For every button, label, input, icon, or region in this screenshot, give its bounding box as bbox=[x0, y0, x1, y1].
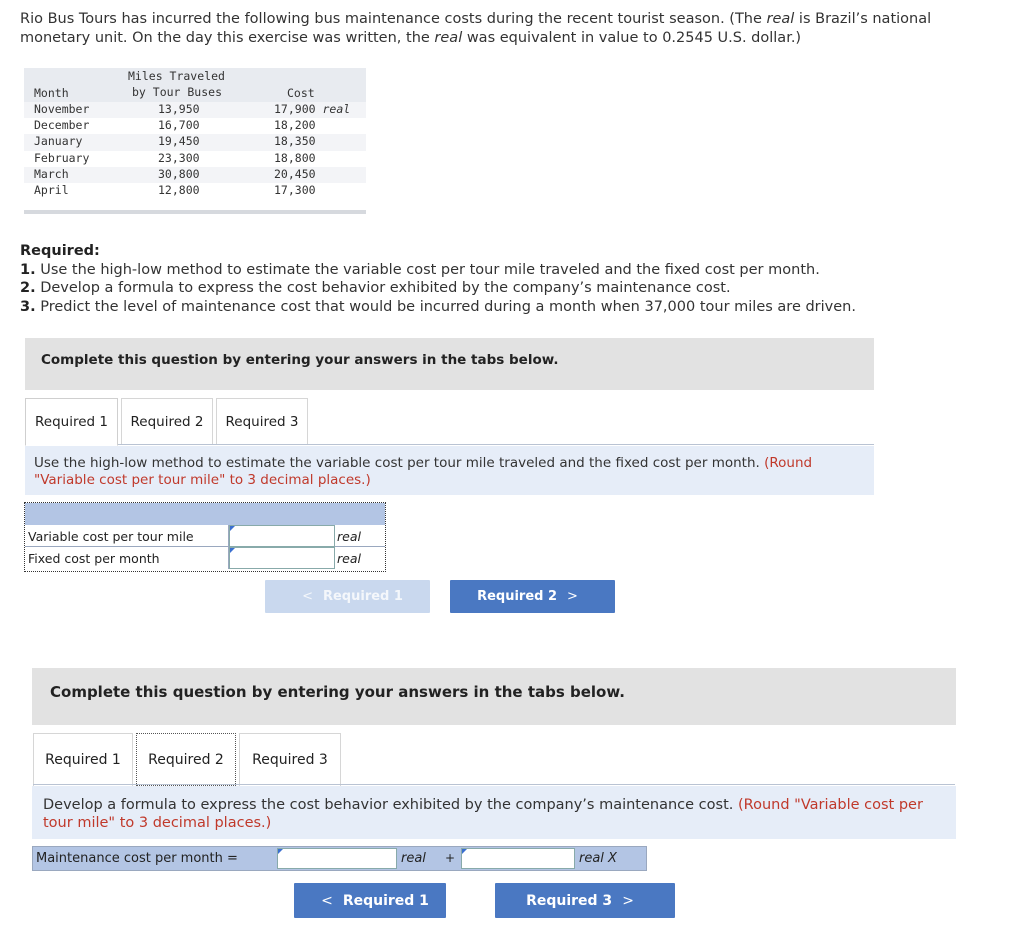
tab-label: Required 1 bbox=[45, 752, 121, 768]
row-month: February bbox=[34, 150, 90, 165]
banner-text: Complete this question by entering your answers in the tabs below. bbox=[50, 683, 625, 701]
prev-required-1-button[interactable] bbox=[265, 580, 430, 613]
row-miles: 23,300 bbox=[158, 150, 200, 165]
tab-bar-2 bbox=[33, 733, 344, 786]
required-heading: Required: bbox=[20, 243, 100, 259]
answer-row bbox=[25, 547, 385, 569]
row-miles: 13,950 bbox=[158, 102, 200, 116]
row-cost: 18,200 bbox=[274, 118, 316, 133]
column-divider bbox=[228, 525, 229, 569]
required-item-text: Develop a formula to express the cost behavior exhibited by the company’s maintenance cost. bbox=[35, 280, 731, 296]
required-section bbox=[20, 242, 856, 316]
row-cost-value: 17,900 bbox=[274, 102, 316, 116]
required-item-3 bbox=[20, 298, 856, 317]
formula-label: Maintenance cost per month = bbox=[36, 851, 238, 866]
intro-real: real bbox=[434, 30, 463, 46]
prev-required-1-button[interactable] bbox=[294, 883, 446, 918]
cost-table bbox=[24, 68, 366, 199]
question-banner-1 bbox=[25, 338, 874, 390]
row-month: March bbox=[34, 166, 69, 181]
intro-text: is Brazil’s national monetary unit. On the day this exercise was written, the bbox=[20, 11, 932, 46]
instruction-box-2 bbox=[32, 786, 956, 839]
banner-text: Complete this question by entering your answers in the tabs below. bbox=[41, 352, 559, 368]
table-row bbox=[24, 167, 366, 183]
unit-real: real bbox=[337, 551, 361, 566]
chevron-left-icon: < bbox=[302, 589, 313, 604]
maintenance-fixed-cost-input[interactable] bbox=[461, 848, 575, 869]
unit-real: real bbox=[337, 529, 361, 544]
tab-required-3[interactable] bbox=[239, 733, 341, 786]
instruction-box-1 bbox=[25, 446, 874, 495]
answer-table-header bbox=[25, 503, 385, 525]
fixed-cost-input[interactable] bbox=[229, 547, 335, 569]
plus-sign: + bbox=[445, 851, 456, 865]
answer-row bbox=[25, 525, 385, 547]
instruction-hint: (Round "Variable cost per tour mile" to 3 decimal places.) bbox=[43, 797, 923, 831]
tab-label: Required 2 bbox=[148, 751, 224, 768]
intro-text: was equivalent in value to 0.2545 U.S. dollar.) bbox=[462, 30, 802, 46]
table-row bbox=[24, 151, 366, 167]
row-miles: 30,800 bbox=[158, 166, 200, 181]
row-cost: 20,450 bbox=[274, 166, 316, 181]
table-bottom-rule bbox=[24, 210, 366, 214]
row-month: November bbox=[34, 102, 90, 116]
instruction-text: Use the high-low method to estimate the variable cost per tour mile traveled and the fixed cost per month. bbox=[34, 455, 765, 471]
instruction-hint: (Round "Variable cost per tour mile" to 3 decimal places.) bbox=[34, 455, 813, 488]
chevron-right-icon: > bbox=[567, 589, 578, 604]
row-cost: 18,350 bbox=[274, 134, 316, 149]
unit-real-x: real X bbox=[579, 851, 617, 866]
tab-divider bbox=[33, 784, 955, 785]
row-month: December bbox=[34, 118, 90, 133]
question-banner-2 bbox=[32, 668, 956, 725]
table-row bbox=[24, 118, 366, 134]
tab-required-2[interactable] bbox=[136, 733, 236, 786]
maintenance-variable-rate-input[interactable] bbox=[277, 848, 397, 869]
intro-real: real bbox=[766, 11, 795, 27]
required-item-text: Use the high-low method to estimate the variable cost per tour mile traveled and the fixed cost per month. bbox=[35, 261, 820, 278]
variable-cost-input[interactable] bbox=[229, 525, 335, 547]
button-label: Required 1 bbox=[322, 589, 403, 604]
row-miles: 19,450 bbox=[158, 134, 200, 149]
table-row bbox=[24, 183, 366, 199]
cost-table-header bbox=[24, 68, 366, 102]
button-label: Required 3 bbox=[526, 892, 613, 909]
tab-required-2[interactable] bbox=[121, 398, 213, 445]
row-miles: 16,700 bbox=[158, 118, 200, 133]
answer-table-1 bbox=[24, 502, 386, 572]
tab-divider bbox=[118, 444, 874, 445]
required-item-number: 1. bbox=[20, 261, 36, 278]
tab-label: Required 1 bbox=[35, 414, 108, 430]
required-item-number: 2. bbox=[20, 280, 36, 296]
row-cost: 18,800 bbox=[274, 150, 316, 165]
chevron-right-icon: > bbox=[622, 892, 634, 909]
table-row bbox=[24, 102, 366, 118]
header-miles-line2: by Tour Buses bbox=[132, 85, 223, 99]
row-label-fixed-cost: Fixed cost per month bbox=[28, 551, 160, 566]
row-cost: 17,300 bbox=[274, 182, 316, 197]
intro-paragraph bbox=[20, 10, 980, 48]
cost-table-body bbox=[24, 102, 366, 199]
intro-text: Rio Bus Tours has incurred the following bus maintenance costs during the recent tourist season. (The bbox=[20, 11, 767, 27]
instruction-text: Develop a formula to express the cost behavior exhibited by the company’s maintenance cost. bbox=[43, 797, 738, 813]
unit-real: real bbox=[401, 851, 426, 866]
header-month: Month bbox=[34, 86, 69, 100]
required-item-number: 3. bbox=[20, 298, 36, 315]
button-label: Required 1 bbox=[342, 892, 429, 909]
row-miles: 12,800 bbox=[158, 182, 200, 197]
header-miles-line1: Miles Traveled bbox=[128, 69, 225, 83]
row-month: April bbox=[34, 182, 69, 197]
chevron-left-icon: < bbox=[321, 892, 333, 909]
button-label: Required 2 bbox=[477, 589, 558, 604]
tab-required-1[interactable] bbox=[25, 398, 118, 446]
tab-bar-1 bbox=[25, 398, 311, 446]
row-label-variable-cost: Variable cost per tour mile bbox=[28, 529, 194, 544]
required-item-text: Predict the level of maintenance cost that would be incurred during a month when 37,000 tour miles are driven. bbox=[35, 298, 856, 315]
required-item-2 bbox=[20, 279, 856, 298]
tab-label: Required 2 bbox=[130, 414, 204, 430]
row-month: January bbox=[34, 134, 83, 149]
row-cost bbox=[274, 102, 350, 116]
formula-row bbox=[32, 846, 647, 871]
next-required-3-button[interactable] bbox=[495, 883, 675, 918]
tab-label: Required 3 bbox=[225, 414, 299, 430]
tab-required-3[interactable] bbox=[216, 398, 308, 445]
tab-label: Required 3 bbox=[252, 752, 328, 768]
header-cost: Cost bbox=[287, 86, 315, 100]
row-cost-unit: real bbox=[322, 102, 351, 116]
tab-required-1[interactable] bbox=[33, 733, 133, 786]
table-row bbox=[24, 134, 366, 150]
next-required-2-button[interactable] bbox=[450, 580, 615, 613]
required-item-1 bbox=[20, 261, 856, 280]
